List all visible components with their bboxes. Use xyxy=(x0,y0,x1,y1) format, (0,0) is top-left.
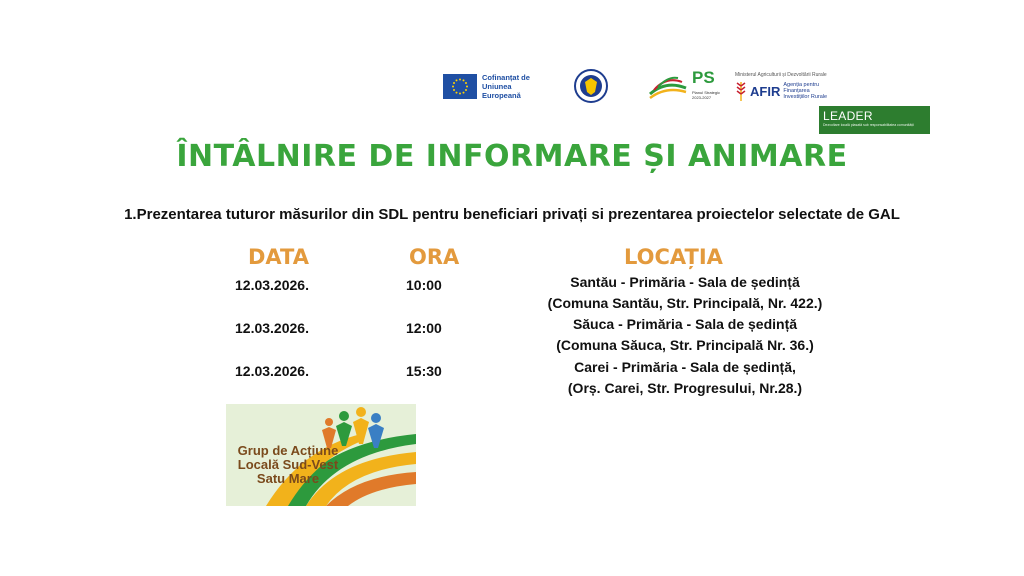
row-2-location xyxy=(500,314,870,356)
row-3-time: 15:30 xyxy=(406,363,442,379)
eu-flag-icon xyxy=(443,74,477,99)
row-3-location-line1: Carei - Primăria - Sala de ședință, xyxy=(574,359,796,375)
time-column-header: ORA xyxy=(409,245,460,269)
row-1-date: 12.03.2026. xyxy=(235,277,309,293)
row-3-location xyxy=(500,357,870,399)
row-1-location-line1: Santău - Primăria - Sala de ședință xyxy=(570,274,800,290)
afir-logo xyxy=(735,72,835,110)
eu-text-line1: Cofinanțat de xyxy=(482,73,530,82)
romanian-government-crest-icon xyxy=(573,68,609,104)
location-column-header: LOCAȚIA xyxy=(624,245,723,269)
page-title: ÎNTÂLNIRE DE INFORMARE ȘI ANIMARE xyxy=(176,139,848,174)
leader-name: LEADER xyxy=(823,109,873,123)
row-3-date: 12.03.2026. xyxy=(235,363,309,379)
agenda-item: 1.Prezentarea tuturor măsurilor din SDL pentru beneficiari privați si prezentarea proiectelor selectate de GAL xyxy=(124,206,900,223)
gal-logo xyxy=(226,404,416,506)
eu-text-line2: Uniunea Europeană xyxy=(482,82,521,100)
afir-name: AFIR xyxy=(750,83,781,99)
row-2-location-line1: Săuca - Primăria - Sala de ședință xyxy=(572,316,798,332)
row-1-time: 10:00 xyxy=(406,277,442,293)
afir-ministry-text: Ministerul Agriculturii și Dezvoltării Rurale xyxy=(735,72,827,78)
row-2-date: 12.03.2026. xyxy=(235,320,309,336)
row-1-location-line2: (Comuna Santău, Str. Principală, Nr. 422.) xyxy=(547,295,823,311)
row-2-time: 12:00 xyxy=(406,320,442,336)
gal-name: Grup de Acțiune Locală Sud-Vest Satu Mare xyxy=(237,443,339,486)
ps-strategic-plan-logo xyxy=(648,70,720,104)
leader-sub: Dezvoltare locală plasată sub responsabilitatea comunității xyxy=(823,123,914,127)
date-column-header: DATA xyxy=(248,245,310,269)
row-3-location-line2: (Orș. Carei, Str. Progresului, Nr.28.) xyxy=(567,380,803,396)
row-2-location-line2: (Comuna Săuca, Str. Principală Nr. 36.) xyxy=(556,337,814,353)
afir-sub: Agenția pentru Finanțarea Investițiilor Rurale xyxy=(783,82,828,100)
afir-wheat-icon xyxy=(735,80,747,102)
eu-cofinancing-logo xyxy=(443,73,536,100)
row-1-location xyxy=(500,272,870,314)
ps-sub: Planul Strategic 2023-2027 xyxy=(692,90,721,100)
leader-logo xyxy=(819,106,930,134)
ps-text: PS xyxy=(692,68,715,87)
